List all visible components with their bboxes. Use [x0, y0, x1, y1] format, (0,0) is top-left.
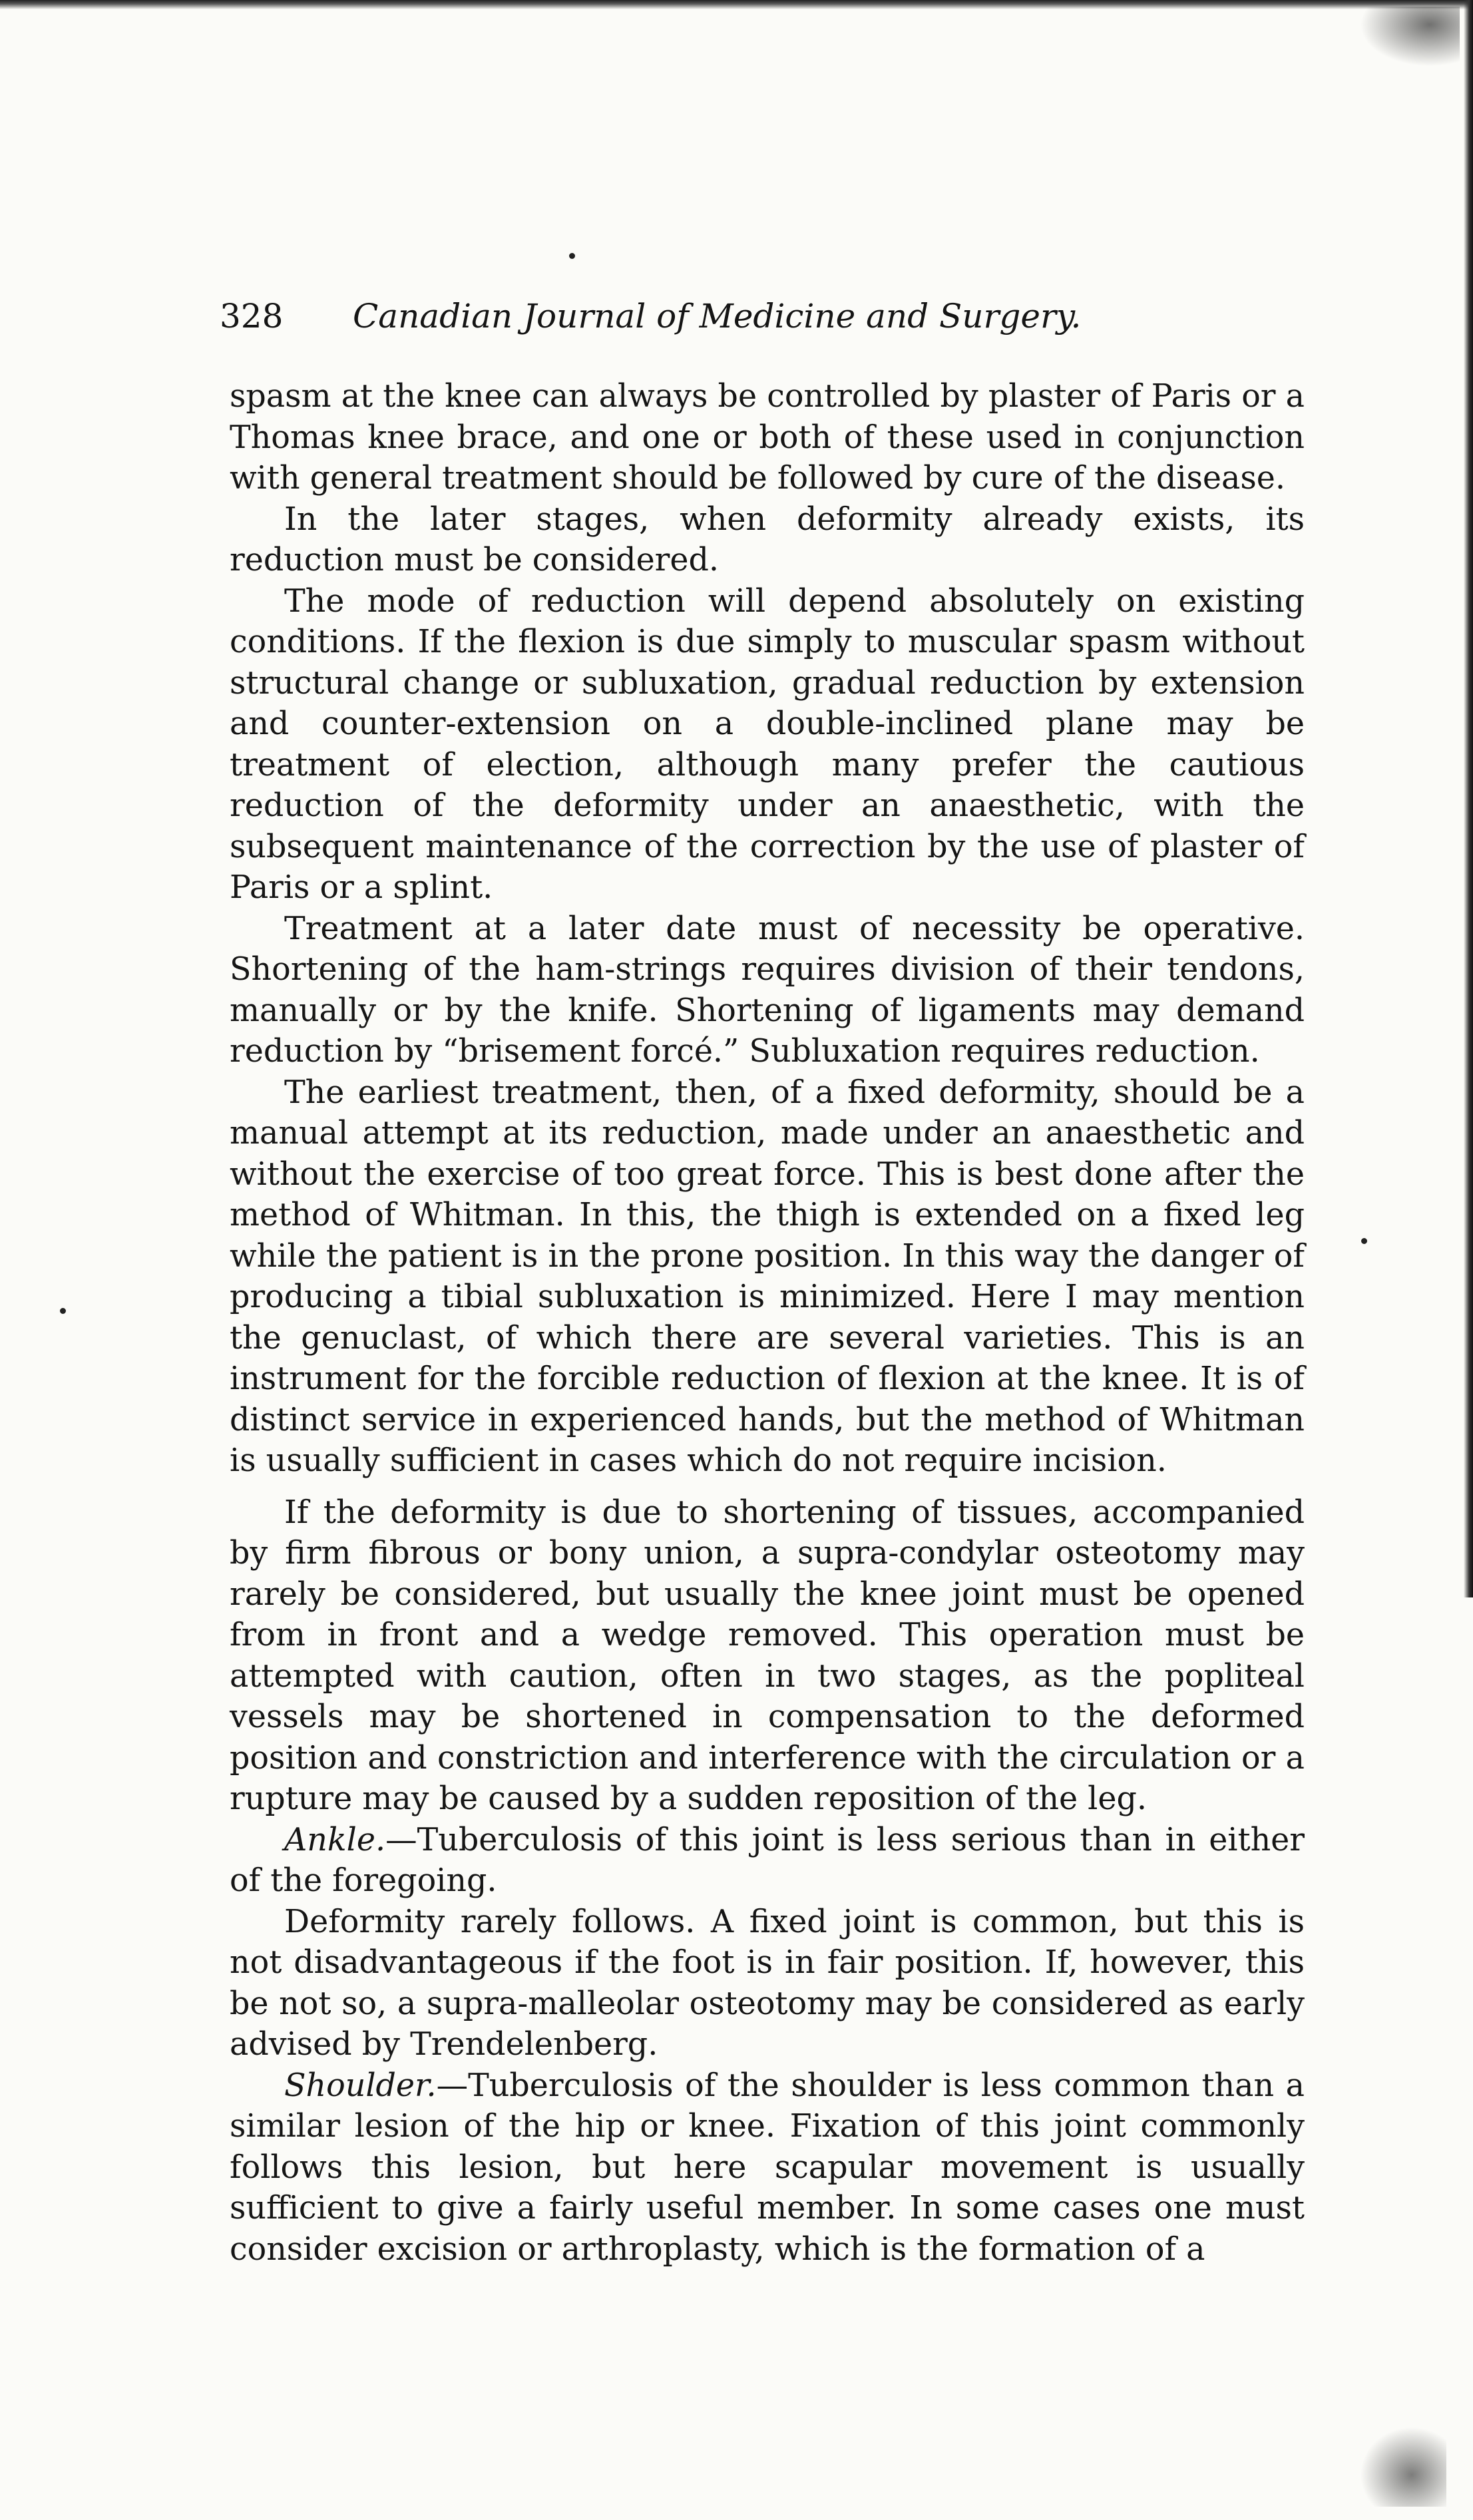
scan-speck — [569, 253, 575, 259]
paragraph: The mode of reduction will depend absolutely on existing conditions. If the flexion is due simply to muscular spasm without structural change or subluxation, gradual reduction by extension and counter-extension on a double-inclined plane may be treatment of election, although many prefer the cautious reduction of the deformity under an anaesthetic, with the subsequent maintenance of the correction by the use of plaster of Paris or a splint. — [230, 582, 1305, 906]
section-heading-shoulder: Shoulder. — [284, 2067, 437, 2104]
paragraph-text: —Tuberculosis of this joint is less serious than in either of the foregoing. — [230, 1821, 1305, 1899]
scan-smudge-top-right — [1360, 7, 1460, 67]
scan-smudge-bottom-right — [1360, 2427, 1446, 2507]
body-text — [230, 376, 1305, 2270]
paragraph-text: —Tuberculosis of the shoulder is less common than a similar lesion of the hip or knee. Fixation of this joint commonly follows this lesion, but here scapular movement is usually sufficient to give a fairly useful member. In some cases one must consider excision or arthroplasty, which is the formation of a — [230, 2067, 1305, 2268]
scan-speck — [1361, 1238, 1367, 1244]
paragraph: If the deformity is due to shortening of tissues, accompanied by firm fibrous or bony union, a supra-condylar osteotomy may rarely be considered, but usually the knee joint must be opened from in front and a wedge removed. This operation must be attempted with caution, often in two stages, as the popliteal vessels may be shortened in compensation to the deformed position and constriction and interference with the circulation or a rupture may be caused by a sudden reposition of the leg. — [230, 1494, 1305, 1817]
page-number: 328 — [220, 297, 284, 335]
paragraph: Treatment at a later date must of necessity be operative. Shortening of the ham-strings requires division of their tendons, manually or by the knife. Shortening of ligaments may demand reduction by “brisement forcé.” Subluxation requires reduction. — [230, 910, 1305, 1070]
scan-speck — [60, 1308, 66, 1314]
paragraph: In the later stages, when deformity already exists, its reduction must be considered. — [230, 501, 1305, 578]
paragraph — [230, 1820, 1305, 1902]
scan-edge-right — [1464, 0, 1473, 1597]
section-heading-ankle: Ankle. — [284, 1821, 386, 1858]
page-header — [220, 296, 1311, 336]
paragraph: spasm at the knee can always be controlled by plaster of Paris or a Thomas knee brace, and one or both of these used in conjunction with general treatment should be followed by cure of the disease. — [230, 378, 1305, 497]
paragraph — [230, 2065, 1305, 2270]
paragraph: Deformity rarely follows. A fixed joint is common, but this is not disadvantageous if the foot is in fair position. If, however, this be not so, a supra-malleolar osteotomy may be considered as early advised by Trendelenberg. — [230, 1903, 1305, 2063]
paragraph: The earliest treatment, then, of a fixed deformity, should be a manual attempt at its reduction, made under an anaesthetic and without the exercise of too great force. This is best done after the method of Whitman. In this, the thigh is extended on a fixed leg while the patient is in the prone position. In this way the danger of producing a tibial subluxation is minimized. Here I may mention the genuclast, of which there are several varieties. This is an instrument for the forcible reduction of flexion at the knee. It is of distinct service in experienced hands, but the method of Whitman is usually sufficient in cases which do not require incision. — [230, 1074, 1305, 1479]
scan-edge-top — [0, 0, 1473, 9]
journal-title: Canadian Journal of Medicine and Surgery. — [353, 297, 1082, 335]
